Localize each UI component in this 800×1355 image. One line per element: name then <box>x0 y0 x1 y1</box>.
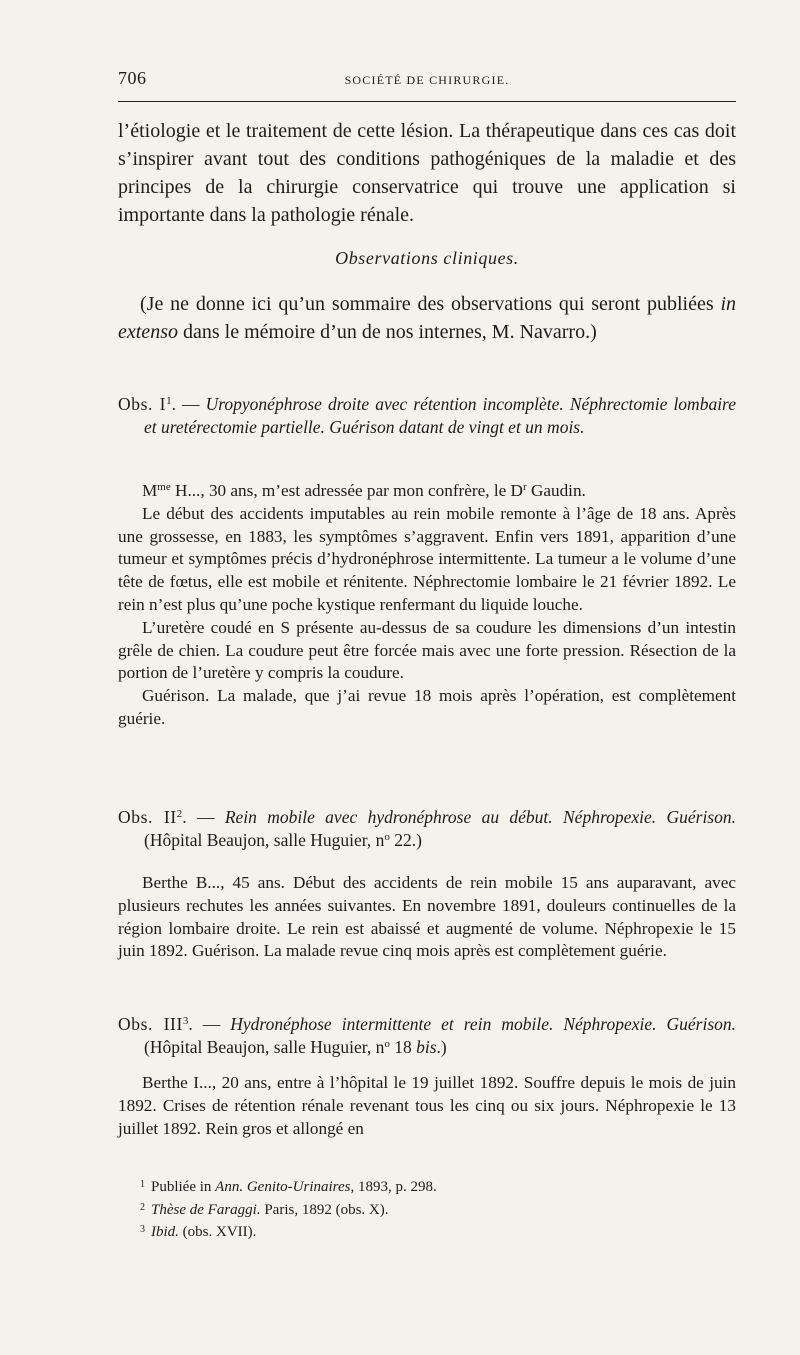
note-italic: in extenso <box>118 293 736 343</box>
case-1-sup: me <box>157 481 171 493</box>
case-1-sup2: r <box>522 481 527 493</box>
obs-3-label: Obs. III <box>118 1014 183 1034</box>
case-3-text: Berthe I..., 20 ans, entre à l’hôpital le 19 juillet 1892. Souffre depuis le mois de juin 1892. Crises de rétention rénale revenant tous les cinq ou six jours. Néphropexie le 13 juillet 1892. Rein gros et allongé en <box>118 1073 736 1138</box>
obs-2-title: Rein mobile avec hydronéphrose au début. Néphropexie. Guérison. <box>224 807 736 827</box>
obs-3-location: (Hôpital Beaujon, salle Huguier, n <box>144 1037 385 1057</box>
obs-3-location-italic: bis <box>416 1037 437 1057</box>
obs-1-title: Uropyonéphrose droite avec rétention incomplète. Néphrectomie lombaire et uretérectomie partielle. Guérison datant de vingt et un mois. <box>144 394 736 437</box>
footnote-1-italic: Ann. Genito-Urinaires <box>215 1179 351 1195</box>
header-rule <box>118 101 736 102</box>
paragraph-intro: l’étiologie et le traitement de cette lésion. La thérapeutique dans ces cas doit s’inspirer avant tout des conditions pathogéniques de la maladie et des principes de la chirurgie conservatrice qui trouve une application si importante dans la pathologie rénale. <box>118 120 736 226</box>
footnote-2-after: Paris, 1892 (obs. X). <box>260 1201 389 1218</box>
obs-1-label: Obs. I <box>118 394 167 414</box>
obs-1-ref: 1 <box>166 395 172 407</box>
observation-3-heading <box>118 1013 736 1059</box>
running-head: SOCIÉTÉ DE CHIRURGIE. <box>344 73 510 87</box>
case-2 <box>118 872 736 963</box>
obs-1-dash: . — <box>171 394 206 414</box>
obs-2-label: Obs. II <box>118 807 177 827</box>
section-title: Observations cliniques. <box>335 248 519 268</box>
obs-3-location-mid: 18 <box>389 1037 417 1057</box>
footnote-3 <box>140 1220 700 1243</box>
obs-2-location-end: 22.) <box>389 830 422 850</box>
page-number: 706 <box>118 68 147 88</box>
footnote-3-mark: 3 <box>140 1224 145 1235</box>
case-1-end: Gaudin. <box>526 481 586 500</box>
footnote-2 <box>140 1198 700 1221</box>
footnote-3-italic: Ibid. <box>151 1224 179 1240</box>
obs-3-ref: 3 <box>182 1015 189 1027</box>
obs-2-ref: 2 <box>176 808 183 820</box>
paragraph-note <box>118 290 736 346</box>
case-1 <box>118 480 736 731</box>
page-header <box>118 66 736 96</box>
obs-3-dash: . — <box>188 1014 231 1034</box>
case-1-text: H..., 30 ans, m’est adressée par mon confrère, le D <box>170 481 523 500</box>
case-1-ureter: L’uretère coudé en S présente au-dessus de sa coudure les dimensions d’un intestin grêle de chien. La coudure peut être forcée mais avec une forte pression. Résection de la portion de l’uretère y compris la coudure. <box>118 617 736 683</box>
observation-2-heading <box>118 806 736 852</box>
note-text-before: (Je ne donne ici qu’un sommaire des observations qui seront publiées <box>140 293 721 315</box>
case-1-intro <box>118 480 736 503</box>
case-1-outcome: Guérison. La malade, que j’ai revue 18 mois après l’opération, est complètement guérie. <box>118 686 736 728</box>
footnotes <box>140 1175 700 1243</box>
case-3 <box>118 1072 736 1140</box>
case-2-text: Berthe B..., 45 ans. Début des accidents de rein mobile 15 ans auparavant, avec plusieurs rechutes les années suivantes. En novembre 1891, douleurs continuelles de la région lombaire droite. Le rein est abaissé et augmenté de volume. Néphropexie le 15 juin 1892. Guérison. La malade revue cinq mois après est complètement guérie. <box>118 873 736 961</box>
obs-2-dash: . — <box>182 807 225 827</box>
obs-3-location-end: .) <box>436 1037 447 1057</box>
footnote-1-before: Publiée in <box>151 1179 216 1195</box>
note-text-after: dans le mémoire d’un de nos internes, M. Navarro.) <box>177 321 597 343</box>
footnote-3-after: (obs. XVII). <box>178 1224 257 1240</box>
obs-2-location: (Hôpital Beaujon, salle Huguier, n <box>144 830 385 850</box>
case-1-history: Le début des accidents imputables au rein mobile remonte à l’âge de 18 ans. Après une grossesse, en 1883, les symptômes s’aggravent. Enfin vers 1891, apparition d’une tumeur et symptômes précis d’hydronéphrose intermittente. La tumeur a le volume d’une tête de fœtus, elle est mobile et rénitente. Néphrectomie lombaire le 21 février 1892. Le rein n’est plus qu’une poche kystique renfermant du liquide louche. <box>118 503 736 614</box>
obs-3-title: Hydronéphose intermittente et rein mobile. Néphropexie. Guérison. <box>230 1014 737 1034</box>
footnote-2-italic: Thèse de Faraggi. <box>151 1201 261 1218</box>
observation-1-heading <box>118 393 736 439</box>
obs-2-location-sup: o <box>384 831 390 843</box>
obs-3-location-sup: o <box>384 1038 390 1050</box>
footnote-1-mark: 1 <box>140 1179 145 1190</box>
footnote-1-after: , 1893, p. 298. <box>350 1179 437 1195</box>
case-1-prefix: M <box>142 481 158 500</box>
footnote-1 <box>140 1175 700 1198</box>
footnote-2-mark: 2 <box>140 1201 145 1213</box>
